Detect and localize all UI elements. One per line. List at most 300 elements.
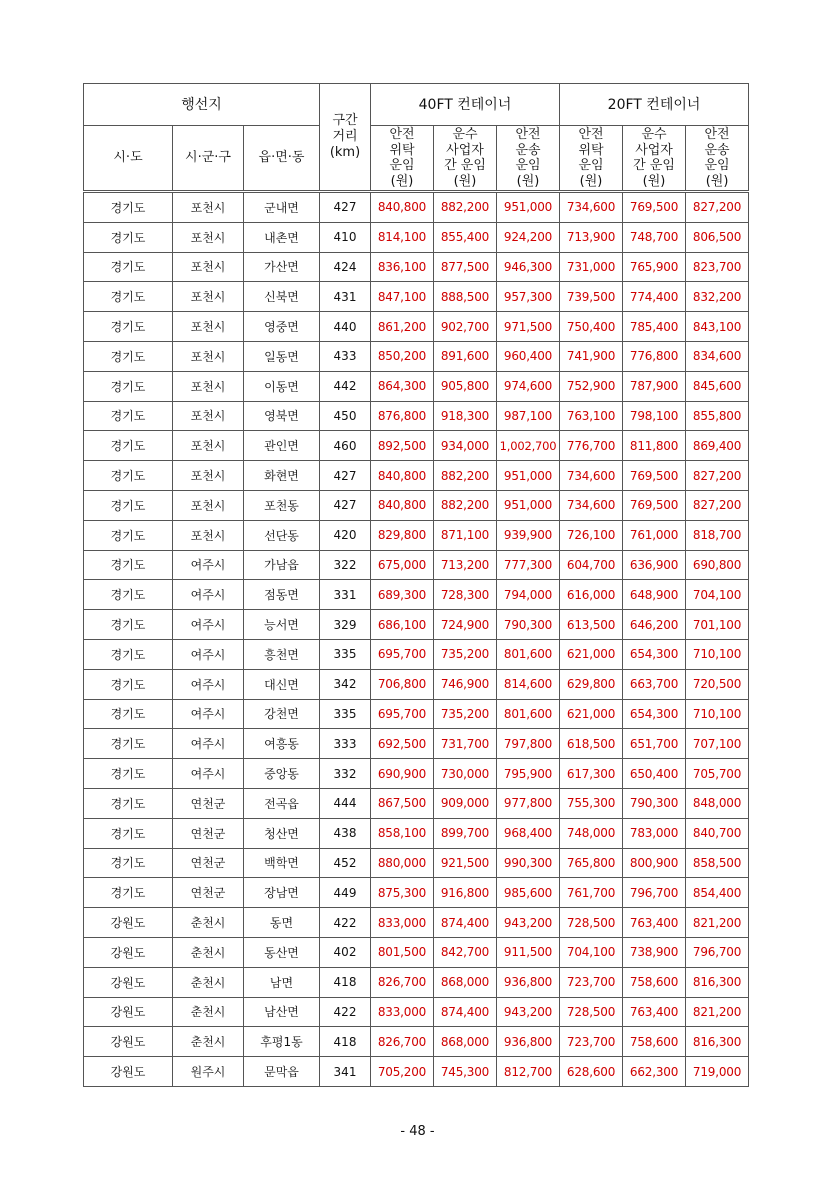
rate-20ft-safe-consign: 765,800 — [560, 848, 623, 878]
rate-20ft-safe-transport: 710,100 — [686, 639, 749, 669]
rate-20ft-inter-carrier: 763,400 — [623, 997, 686, 1027]
rate-40ft-safe-consign: 833,000 — [371, 908, 434, 938]
rate-40ft-safe-transport: 939,900 — [497, 520, 560, 550]
rate-20ft-inter-carrier: 646,200 — [623, 610, 686, 640]
rate-40ft-safe-consign: 686,100 — [371, 610, 434, 640]
sigungu-cell: 포천시 — [173, 431, 244, 461]
page-number: - 48 - — [400, 1124, 435, 1139]
distance-cell: 422 — [320, 997, 371, 1027]
rate-40ft-safe-transport: 951,000 — [497, 192, 560, 223]
sido-cell: 경기도 — [84, 401, 173, 431]
sido-cell: 경기도 — [84, 252, 173, 282]
rate-20ft-safe-transport: 855,800 — [686, 401, 749, 431]
distance-cell: 332 — [320, 759, 371, 789]
eupmyeondong-cell: 청산면 — [244, 818, 320, 848]
rate-40ft-safe-consign: 689,300 — [371, 580, 434, 610]
rate-20ft-safe-consign: 704,100 — [560, 937, 623, 967]
rate-20ft-safe-transport: 816,300 — [686, 967, 749, 997]
rate-20ft-safe-transport: 705,700 — [686, 759, 749, 789]
distance-cell: 427 — [320, 490, 371, 520]
rate-20ft-safe-transport: 690,800 — [686, 550, 749, 580]
distance-cell: 329 — [320, 610, 371, 640]
table-row — [84, 252, 749, 282]
table-row — [84, 967, 749, 997]
header-sido: 시·도 — [84, 126, 173, 192]
sigungu-cell: 여주시 — [173, 729, 244, 759]
rate-20ft-safe-transport: 827,200 — [686, 490, 749, 520]
rate-40ft-safe-consign: 840,800 — [371, 192, 434, 223]
rate-20ft-safe-consign: 763,100 — [560, 401, 623, 431]
rate-20ft-safe-consign: 723,700 — [560, 967, 623, 997]
rate-40ft-safe-consign: 840,800 — [371, 490, 434, 520]
rate-40ft-inter-carrier: 842,700 — [434, 937, 497, 967]
rate-20ft-inter-carrier: 785,400 — [623, 312, 686, 342]
eupmyeondong-cell: 장남면 — [244, 878, 320, 908]
rate-20ft-safe-transport: 845,600 — [686, 371, 749, 401]
eupmyeondong-cell: 영북면 — [244, 401, 320, 431]
sido-cell: 경기도 — [84, 550, 173, 580]
rate-40ft-safe-transport: 795,900 — [497, 759, 560, 789]
eupmyeondong-cell: 동면 — [244, 908, 320, 938]
rate-20ft-safe-transport: 832,200 — [686, 282, 749, 312]
table-row — [84, 669, 749, 699]
sigungu-cell: 포천시 — [173, 520, 244, 550]
sido-cell: 경기도 — [84, 520, 173, 550]
rate-20ft-safe-transport: 834,600 — [686, 341, 749, 371]
rate-40ft-safe-transport: 990,300 — [497, 848, 560, 878]
rate-20ft-inter-carrier: 769,500 — [623, 490, 686, 520]
rate-20ft-safe-consign: 752,900 — [560, 371, 623, 401]
rate-40ft-safe-transport: 943,200 — [497, 908, 560, 938]
rate-40ft-safe-transport: 801,600 — [497, 639, 560, 669]
rate-20ft-inter-carrier: 758,600 — [623, 967, 686, 997]
distance-cell: 418 — [320, 967, 371, 997]
rate-40ft-inter-carrier: 888,500 — [434, 282, 497, 312]
table-row — [84, 341, 749, 371]
sido-cell: 경기도 — [84, 580, 173, 610]
rate-20ft-safe-consign: 731,000 — [560, 252, 623, 282]
eupmyeondong-cell: 문막읍 — [244, 1057, 320, 1087]
header-40ft-safe-consign: 안전 위탁 운임 (원) — [371, 126, 434, 192]
distance-cell: 433 — [320, 341, 371, 371]
distance-cell: 427 — [320, 461, 371, 491]
sido-cell: 강원도 — [84, 1027, 173, 1057]
sigungu-cell: 포천시 — [173, 371, 244, 401]
rate-20ft-safe-consign: 628,600 — [560, 1057, 623, 1087]
header-40ft: 40FT 컨테이너 — [371, 84, 560, 126]
rate-40ft-inter-carrier: 877,500 — [434, 252, 497, 282]
distance-cell: 450 — [320, 401, 371, 431]
rate-40ft-safe-consign: 695,700 — [371, 699, 434, 729]
rate-20ft-inter-carrier: 776,800 — [623, 341, 686, 371]
rate-40ft-safe-consign: 826,700 — [371, 967, 434, 997]
sigungu-cell: 포천시 — [173, 341, 244, 371]
table-row — [84, 192, 749, 223]
rate-20ft-safe-transport: 707,100 — [686, 729, 749, 759]
eupmyeondong-cell: 가산면 — [244, 252, 320, 282]
table-row — [84, 431, 749, 461]
rate-20ft-inter-carrier: 758,600 — [623, 1027, 686, 1057]
rate-20ft-inter-carrier: 763,400 — [623, 908, 686, 938]
rate-20ft-safe-consign: 739,500 — [560, 282, 623, 312]
rate-40ft-inter-carrier: 713,200 — [434, 550, 497, 580]
rate-40ft-inter-carrier: 874,400 — [434, 908, 497, 938]
distance-cell: 442 — [320, 371, 371, 401]
eupmyeondong-cell: 남면 — [244, 967, 320, 997]
rate-20ft-inter-carrier: 774,400 — [623, 282, 686, 312]
rate-20ft-safe-transport: 720,500 — [686, 669, 749, 699]
rate-20ft-safe-consign: 629,800 — [560, 669, 623, 699]
rate-20ft-inter-carrier: 654,300 — [623, 699, 686, 729]
rate-40ft-safe-transport: 974,600 — [497, 371, 560, 401]
rate-20ft-safe-consign: 755,300 — [560, 788, 623, 818]
rate-40ft-safe-transport: 801,600 — [497, 699, 560, 729]
rate-20ft-inter-carrier: 654,300 — [623, 639, 686, 669]
table-row — [84, 788, 749, 818]
rate-20ft-safe-transport: 858,500 — [686, 848, 749, 878]
table-row — [84, 1027, 749, 1057]
rate-40ft-inter-carrier: 921,500 — [434, 848, 497, 878]
distance-cell: 341 — [320, 1057, 371, 1087]
distance-cell: 342 — [320, 669, 371, 699]
sido-cell: 강원도 — [84, 1057, 173, 1087]
table-row — [84, 818, 749, 848]
rate-40ft-safe-consign: 826,700 — [371, 1027, 434, 1057]
rate-40ft-safe-transport: 924,200 — [497, 222, 560, 252]
table-row — [84, 997, 749, 1027]
rate-40ft-inter-carrier: 745,300 — [434, 1057, 497, 1087]
rate-40ft-safe-consign: 875,300 — [371, 878, 434, 908]
rate-20ft-safe-consign: 621,000 — [560, 699, 623, 729]
rate-40ft-safe-consign: 850,200 — [371, 341, 434, 371]
rate-40ft-inter-carrier: 916,800 — [434, 878, 497, 908]
table-row — [84, 610, 749, 640]
eupmyeondong-cell: 남산면 — [244, 997, 320, 1027]
eupmyeondong-cell: 능서면 — [244, 610, 320, 640]
rate-40ft-inter-carrier: 871,100 — [434, 520, 497, 550]
header-20ft-safe-consign: 안전 위탁 운임 (원) — [560, 126, 623, 192]
sigungu-cell: 여주시 — [173, 610, 244, 640]
table-row — [84, 371, 749, 401]
distance-cell: 460 — [320, 431, 371, 461]
distance-cell: 422 — [320, 908, 371, 938]
eupmyeondong-cell: 일동면 — [244, 341, 320, 371]
rate-20ft-safe-consign: 734,600 — [560, 490, 623, 520]
rate-40ft-inter-carrier: 746,900 — [434, 669, 497, 699]
sigungu-cell: 춘천시 — [173, 997, 244, 1027]
rate-20ft-safe-consign: 776,700 — [560, 431, 623, 461]
rate-40ft-inter-carrier: 882,200 — [434, 461, 497, 491]
rate-40ft-safe-consign: 880,000 — [371, 848, 434, 878]
rate-40ft-safe-consign: 864,300 — [371, 371, 434, 401]
rate-40ft-inter-carrier: 918,300 — [434, 401, 497, 431]
rate-20ft-inter-carrier: 783,000 — [623, 818, 686, 848]
rate-40ft-safe-consign: 695,700 — [371, 639, 434, 669]
sido-cell: 경기도 — [84, 639, 173, 669]
rate-20ft-inter-carrier: 748,700 — [623, 222, 686, 252]
distance-cell: 331 — [320, 580, 371, 610]
rate-40ft-inter-carrier: 735,200 — [434, 699, 497, 729]
table-row — [84, 848, 749, 878]
rate-40ft-safe-consign: 690,900 — [371, 759, 434, 789]
rate-table-body — [84, 192, 749, 1087]
rate-20ft-safe-consign: 617,300 — [560, 759, 623, 789]
rate-40ft-inter-carrier: 730,000 — [434, 759, 497, 789]
distance-cell: 427 — [320, 192, 371, 223]
rate-20ft-safe-transport: 818,700 — [686, 520, 749, 550]
table-row — [84, 520, 749, 550]
rate-20ft-safe-consign: 726,100 — [560, 520, 623, 550]
rate-20ft-safe-consign: 728,500 — [560, 997, 623, 1027]
rate-20ft-safe-consign: 723,700 — [560, 1027, 623, 1057]
eupmyeondong-cell: 내촌면 — [244, 222, 320, 252]
rate-40ft-safe-transport: 812,700 — [497, 1057, 560, 1087]
sigungu-cell: 여주시 — [173, 550, 244, 580]
rate-40ft-inter-carrier: 724,900 — [434, 610, 497, 640]
rate-40ft-safe-transport: 794,000 — [497, 580, 560, 610]
distance-cell: 431 — [320, 282, 371, 312]
rate-20ft-safe-transport: 806,500 — [686, 222, 749, 252]
table-row — [84, 312, 749, 342]
rate-20ft-safe-consign: 604,700 — [560, 550, 623, 580]
eupmyeondong-cell: 강천면 — [244, 699, 320, 729]
rate-40ft-safe-consign: 706,800 — [371, 669, 434, 699]
rate-40ft-inter-carrier: 882,200 — [434, 192, 497, 223]
rate-40ft-safe-consign: 840,800 — [371, 461, 434, 491]
sido-cell: 경기도 — [84, 759, 173, 789]
sido-cell: 경기도 — [84, 788, 173, 818]
rate-20ft-inter-carrier: 796,700 — [623, 878, 686, 908]
rate-40ft-inter-carrier: 891,600 — [434, 341, 497, 371]
distance-cell: 444 — [320, 788, 371, 818]
sido-cell: 경기도 — [84, 490, 173, 520]
rate-40ft-safe-transport: 777,300 — [497, 550, 560, 580]
sigungu-cell: 포천시 — [173, 461, 244, 491]
rate-20ft-safe-transport: 701,100 — [686, 610, 749, 640]
rate-40ft-safe-transport: 960,400 — [497, 341, 560, 371]
table-row — [84, 490, 749, 520]
sido-cell: 경기도 — [84, 282, 173, 312]
rate-20ft-safe-transport: 854,400 — [686, 878, 749, 908]
eupmyeondong-cell: 후평1동 — [244, 1027, 320, 1057]
header-distance: 구간 거리 (km) — [320, 84, 371, 192]
rate-20ft-inter-carrier: 787,900 — [623, 371, 686, 401]
rate-40ft-inter-carrier: 855,400 — [434, 222, 497, 252]
header-20ft: 20FT 컨테이너 — [560, 84, 749, 126]
rate-40ft-inter-carrier: 909,000 — [434, 788, 497, 818]
sigungu-cell: 여주시 — [173, 699, 244, 729]
rate-40ft-inter-carrier: 735,200 — [434, 639, 497, 669]
sigungu-cell: 여주시 — [173, 759, 244, 789]
rate-40ft-safe-transport: 985,600 — [497, 878, 560, 908]
eupmyeondong-cell: 관인면 — [244, 431, 320, 461]
table-row — [84, 282, 749, 312]
rate-40ft-safe-consign: 858,100 — [371, 818, 434, 848]
eupmyeondong-cell: 흥천면 — [244, 639, 320, 669]
rate-40ft-inter-carrier: 731,700 — [434, 729, 497, 759]
rate-20ft-safe-consign: 618,500 — [560, 729, 623, 759]
rate-20ft-inter-carrier: 662,300 — [623, 1057, 686, 1087]
rate-20ft-inter-carrier: 651,700 — [623, 729, 686, 759]
rate-40ft-safe-transport: 936,800 — [497, 967, 560, 997]
distance-cell: 440 — [320, 312, 371, 342]
rate-40ft-inter-carrier: 902,700 — [434, 312, 497, 342]
rate-20ft-inter-carrier: 769,500 — [623, 461, 686, 491]
distance-cell: 410 — [320, 222, 371, 252]
sido-cell: 경기도 — [84, 461, 173, 491]
rate-40ft-safe-transport: 797,800 — [497, 729, 560, 759]
eupmyeondong-cell: 동산면 — [244, 937, 320, 967]
eupmyeondong-cell: 백학면 — [244, 848, 320, 878]
table-row — [84, 580, 749, 610]
table-row — [84, 401, 749, 431]
rate-20ft-inter-carrier: 765,900 — [623, 252, 686, 282]
eupmyeondong-cell: 신북면 — [244, 282, 320, 312]
sido-cell: 경기도 — [84, 312, 173, 342]
rate-20ft-inter-carrier: 738,900 — [623, 937, 686, 967]
rate-20ft-inter-carrier: 798,100 — [623, 401, 686, 431]
sigungu-cell: 포천시 — [173, 401, 244, 431]
rate-20ft-safe-transport: 869,400 — [686, 431, 749, 461]
distance-cell: 420 — [320, 520, 371, 550]
header-40ft-safe-transport: 안전 운송 운임 (원) — [497, 126, 560, 192]
rate-40ft-safe-transport: 943,200 — [497, 997, 560, 1027]
rate-40ft-safe-consign: 836,100 — [371, 252, 434, 282]
sido-cell: 경기도 — [84, 431, 173, 461]
rate-40ft-inter-carrier: 934,000 — [434, 431, 497, 461]
rate-20ft-safe-transport: 848,000 — [686, 788, 749, 818]
table-row — [84, 699, 749, 729]
eupmyeondong-cell: 포천동 — [244, 490, 320, 520]
rate-40ft-safe-transport: 968,400 — [497, 818, 560, 848]
distance-cell: 335 — [320, 639, 371, 669]
sido-cell: 경기도 — [84, 878, 173, 908]
rate-20ft-safe-transport: 840,700 — [686, 818, 749, 848]
rate-40ft-inter-carrier: 868,000 — [434, 1027, 497, 1057]
rate-20ft-inter-carrier: 811,800 — [623, 431, 686, 461]
rate-20ft-safe-transport: 843,100 — [686, 312, 749, 342]
sigungu-cell: 포천시 — [173, 222, 244, 252]
header-eupmyeondong: 읍·면·동 — [244, 126, 320, 192]
rate-20ft-safe-consign: 616,000 — [560, 580, 623, 610]
rate-40ft-safe-transport: 936,800 — [497, 1027, 560, 1057]
sigungu-cell: 춘천시 — [173, 937, 244, 967]
rate-20ft-safe-consign: 613,500 — [560, 610, 623, 640]
table-row — [84, 908, 749, 938]
rate-40ft-safe-transport: 1,002,700 — [497, 431, 560, 461]
rate-40ft-safe-consign: 833,000 — [371, 997, 434, 1027]
distance-cell: 418 — [320, 1027, 371, 1057]
sigungu-cell: 여주시 — [173, 639, 244, 669]
rate-40ft-safe-consign: 867,500 — [371, 788, 434, 818]
rate-40ft-safe-transport: 957,300 — [497, 282, 560, 312]
rate-20ft-safe-consign: 713,900 — [560, 222, 623, 252]
rate-40ft-inter-carrier: 882,200 — [434, 490, 497, 520]
sido-cell: 경기도 — [84, 669, 173, 699]
rate-40ft-inter-carrier: 905,800 — [434, 371, 497, 401]
rate-20ft-safe-transport: 719,000 — [686, 1057, 749, 1087]
freight-rate-table — [83, 83, 749, 1087]
sido-cell: 경기도 — [84, 848, 173, 878]
rate-20ft-safe-consign: 734,600 — [560, 461, 623, 491]
sido-cell: 경기도 — [84, 192, 173, 223]
distance-cell: 322 — [320, 550, 371, 580]
sigungu-cell: 원주시 — [173, 1057, 244, 1087]
rate-20ft-inter-carrier: 769,500 — [623, 192, 686, 223]
header-40ft-inter-carrier: 운수 사업자 간 운임 (원) — [434, 126, 497, 192]
eupmyeondong-cell: 영중면 — [244, 312, 320, 342]
table-row — [84, 222, 749, 252]
distance-cell: 402 — [320, 937, 371, 967]
distance-cell: 452 — [320, 848, 371, 878]
table-row — [84, 878, 749, 908]
sido-cell: 경기도 — [84, 818, 173, 848]
distance-cell: 333 — [320, 729, 371, 759]
sigungu-cell: 포천시 — [173, 282, 244, 312]
sido-cell: 강원도 — [84, 937, 173, 967]
rate-40ft-safe-transport: 977,800 — [497, 788, 560, 818]
eupmyeondong-cell: 여흥동 — [244, 729, 320, 759]
rate-20ft-inter-carrier: 636,900 — [623, 550, 686, 580]
rate-20ft-safe-consign: 748,000 — [560, 818, 623, 848]
rate-40ft-inter-carrier: 728,300 — [434, 580, 497, 610]
rate-40ft-safe-consign: 705,200 — [371, 1057, 434, 1087]
rate-20ft-safe-transport: 827,200 — [686, 192, 749, 223]
rate-20ft-safe-consign: 734,600 — [560, 192, 623, 223]
table-row — [84, 937, 749, 967]
table-row — [84, 1057, 749, 1087]
rate-40ft-safe-transport: 790,300 — [497, 610, 560, 640]
rate-40ft-safe-transport: 971,500 — [497, 312, 560, 342]
rate-40ft-safe-consign: 876,800 — [371, 401, 434, 431]
table-row — [84, 729, 749, 759]
sido-cell: 경기도 — [84, 371, 173, 401]
distance-cell: 449 — [320, 878, 371, 908]
rate-20ft-safe-consign: 728,500 — [560, 908, 623, 938]
eupmyeondong-cell: 중앙동 — [244, 759, 320, 789]
rate-20ft-safe-consign: 750,400 — [560, 312, 623, 342]
sigungu-cell: 포천시 — [173, 192, 244, 223]
rate-40ft-safe-transport: 951,000 — [497, 461, 560, 491]
sigungu-cell: 연천군 — [173, 878, 244, 908]
sigungu-cell: 포천시 — [173, 252, 244, 282]
rate-40ft-safe-transport: 951,000 — [497, 490, 560, 520]
rate-40ft-safe-consign: 861,200 — [371, 312, 434, 342]
eupmyeondong-cell: 군내면 — [244, 192, 320, 223]
sigungu-cell: 춘천시 — [173, 908, 244, 938]
rate-40ft-inter-carrier: 868,000 — [434, 967, 497, 997]
rate-40ft-safe-transport: 987,100 — [497, 401, 560, 431]
distance-cell: 335 — [320, 699, 371, 729]
sigungu-cell: 연천군 — [173, 818, 244, 848]
sigungu-cell: 연천군 — [173, 788, 244, 818]
eupmyeondong-cell: 선단동 — [244, 520, 320, 550]
sido-cell: 경기도 — [84, 341, 173, 371]
rate-20ft-safe-consign: 621,000 — [560, 639, 623, 669]
rate-20ft-safe-transport: 827,200 — [686, 461, 749, 491]
sigungu-cell: 포천시 — [173, 490, 244, 520]
rate-20ft-safe-transport: 710,100 — [686, 699, 749, 729]
sigungu-cell: 춘천시 — [173, 1027, 244, 1057]
rate-20ft-safe-transport: 796,700 — [686, 937, 749, 967]
rate-40ft-safe-transport: 814,600 — [497, 669, 560, 699]
table-row — [84, 461, 749, 491]
eupmyeondong-cell: 화현면 — [244, 461, 320, 491]
rate-20ft-inter-carrier: 761,000 — [623, 520, 686, 550]
rate-40ft-safe-consign: 829,800 — [371, 520, 434, 550]
eupmyeondong-cell: 점동면 — [244, 580, 320, 610]
rate-20ft-inter-carrier: 800,900 — [623, 848, 686, 878]
